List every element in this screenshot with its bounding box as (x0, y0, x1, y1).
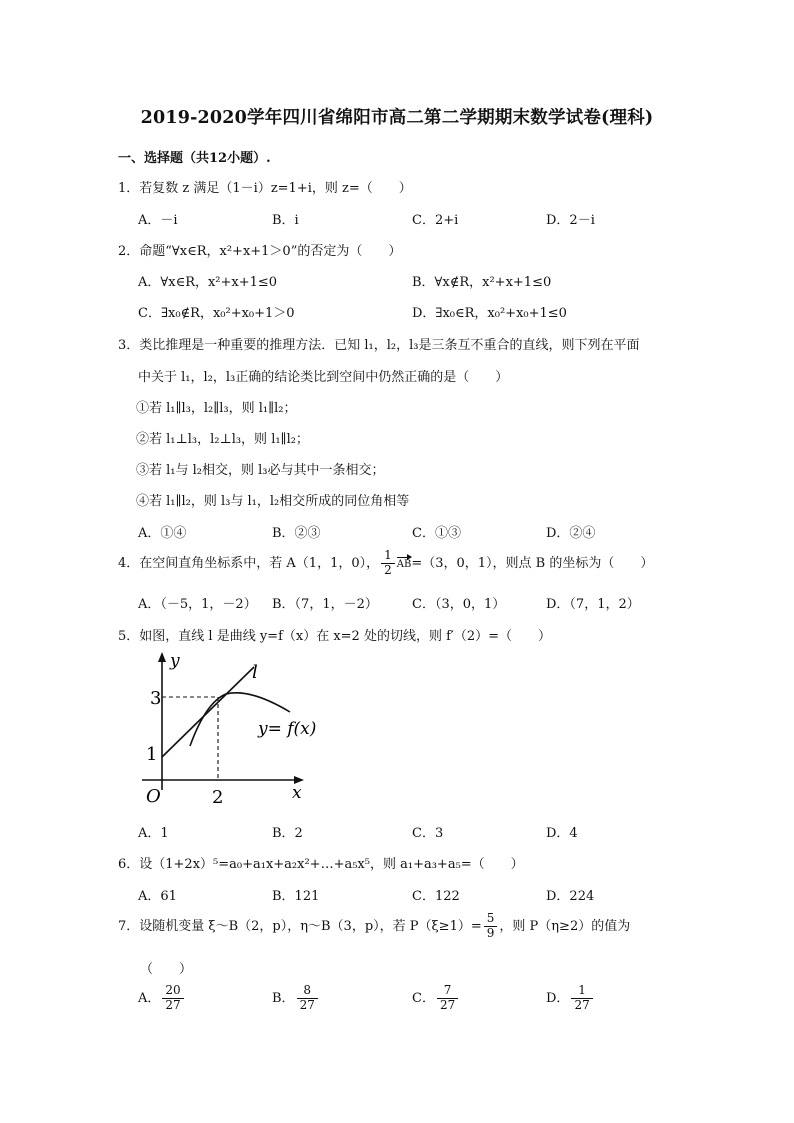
y-axis-arrow (158, 652, 166, 662)
q3-option-c: C．①③ (412, 526, 461, 541)
q6-option-d: D．224 (546, 889, 595, 904)
question-2: 2．命题“∀x∈R，x²+x+1＞0”的否定为（ ） (118, 244, 402, 259)
q7-option-d-label: D． (546, 990, 570, 1006)
q7-option-d-fraction (571, 984, 592, 1013)
q4-vector-ab: AB (397, 554, 412, 570)
q4-suffix: =（3，0，1），则点 B 的坐标为（ ） (411, 555, 654, 571)
q7-option-d (546, 984, 595, 1013)
q1-option-d: D．2－i (546, 213, 595, 228)
section-heading: 一、选择题（共12小题）. (118, 151, 271, 166)
question-7 (118, 912, 630, 941)
q7-option-b-label: B． (272, 990, 295, 1006)
tick-x-2: 2 (212, 787, 224, 808)
q7-option-a (138, 984, 186, 1013)
q4-frac-den: 2 (384, 562, 392, 577)
question-6: 6．设（1+2x）⁵=a₀+a₁x+a₂x²+…+a₅x⁵，则 a₁+a₃+a₅=（ ） (118, 857, 524, 872)
q2-option-a: A．∀x∈R，x²+x+1≤0 (138, 275, 278, 290)
q4-option-c: C．（3，0，1） (412, 597, 506, 612)
q3-option-d: D．②④ (546, 526, 596, 541)
q1-option-a: A．－i (138, 213, 178, 228)
x-axis-label: x (292, 783, 302, 803)
q3-item-4: ④若 l₁∥l₂，则 l₃与 l₁，l₂相交所成的同位角相等 (136, 494, 410, 509)
q5-option-c: C．3 (412, 826, 444, 841)
q7-suffix: ，则 P（η≥2）的值为 (499, 918, 631, 934)
q6-option-b: B．121 (272, 889, 320, 904)
line-label-l: l (252, 662, 258, 683)
question-1: 1．若复数 z 满足（1－i）z=1+i，则 z=（ ） (118, 181, 412, 196)
q7-option-a-fraction (162, 984, 183, 1013)
curve-label: y= f(x) (258, 719, 317, 739)
q5-option-a: A．1 (138, 826, 169, 841)
question-3-line-1: 3．类比推理是一种重要的推理方法．已知 l₁，l₂，l₃是三条互不重合的直线，则下列在平面 (118, 338, 640, 353)
q2-option-d: D．∃x₀∈R，x₀²+x₀+1≤0 (412, 306, 567, 321)
q5-option-b: B．2 (272, 826, 303, 841)
question-5: 5．如图，直线 l 是曲线 y=f（x）在 x=2 处的切线，则 f′（2）=（ ） (118, 629, 552, 644)
q7-option-b-num: 8 (297, 984, 318, 999)
q3-item-3: ③若 l₁与 l₂相交，则 l₃必与其中一条相交； (136, 463, 385, 478)
q4-option-d: D．（7，1，2） (546, 597, 640, 612)
q6-option-a: A．61 (138, 889, 177, 904)
q4-frac-num: 1 (381, 549, 395, 564)
origin-label: O (146, 786, 161, 807)
q4-option-a: A．（－5，1，－2） (138, 597, 257, 612)
page-title: 2019-2020学年四川省绵阳市高二第二学期期末数学试卷(理科) (140, 108, 654, 128)
q4-prefix: 4．在空间直角坐标系中，若 A（1，1，0）， (118, 555, 380, 571)
q7-bracket: （ ） (140, 962, 193, 977)
q3-option-b: B．②③ (272, 526, 321, 541)
tangent-line-l (162, 667, 254, 757)
q7-option-d-num: 1 (571, 984, 592, 999)
q7-option-b (272, 984, 320, 1013)
q7-option-c-label: C． (412, 990, 435, 1006)
tick-y-3: 3 (150, 688, 162, 709)
q7-option-b-den: 27 (299, 997, 315, 1012)
q5-option-d: D．4 (546, 826, 578, 841)
q7-frac-den: 9 (486, 925, 495, 940)
q2-option-c: C．∃x₀∉R，x₀²+x₀+1＞0 (138, 306, 295, 321)
question-3-line-2: 中关于 l₁，l₂，l₃正确的结论类比到空间中仍然正确的是（ ） (138, 370, 509, 385)
q7-option-a-num: 20 (162, 984, 183, 999)
q3-option-a: A．①④ (138, 526, 187, 541)
q1-option-c: C．2+i (412, 213, 459, 228)
tick-y-1: 1 (146, 744, 158, 765)
q2-option-b: B．∀x∉R，x²+x+1≤0 (412, 275, 552, 290)
q3-item-2: ②若 l₁⊥l₃，l₂⊥l₃，则 l₁∥l₂； (136, 432, 309, 447)
q7-option-a-label: A． (138, 990, 161, 1006)
q5-figure (138, 650, 328, 810)
q7-option-c-num: 7 (437, 984, 458, 999)
q1-option-b: B．i (272, 213, 299, 228)
q4-option-b: B．（7，1，－2） (272, 597, 378, 612)
q7-frac-num: 5 (484, 912, 498, 927)
q4-fraction (381, 549, 395, 578)
q7-fraction (484, 912, 498, 941)
q3-item-1: ①若 l₁∥l₃，l₂∥l₃，则 l₁∥l₂； (136, 401, 297, 416)
question-4 (118, 549, 653, 578)
q6-option-c: C．122 (412, 889, 460, 904)
q7-option-c-fraction (437, 984, 458, 1013)
q7-option-d-den: 27 (574, 997, 590, 1012)
q7-option-b-fraction (297, 984, 318, 1013)
y-axis-label: y (170, 651, 180, 671)
q7-option-a-den: 27 (165, 997, 181, 1012)
q7-prefix: 7．设随机变量 ξ～B（2，p），η～B（3，p），若 P（ξ≥1）= (118, 918, 482, 934)
q7-option-c-den: 27 (439, 997, 456, 1012)
q7-option-c (412, 984, 460, 1013)
